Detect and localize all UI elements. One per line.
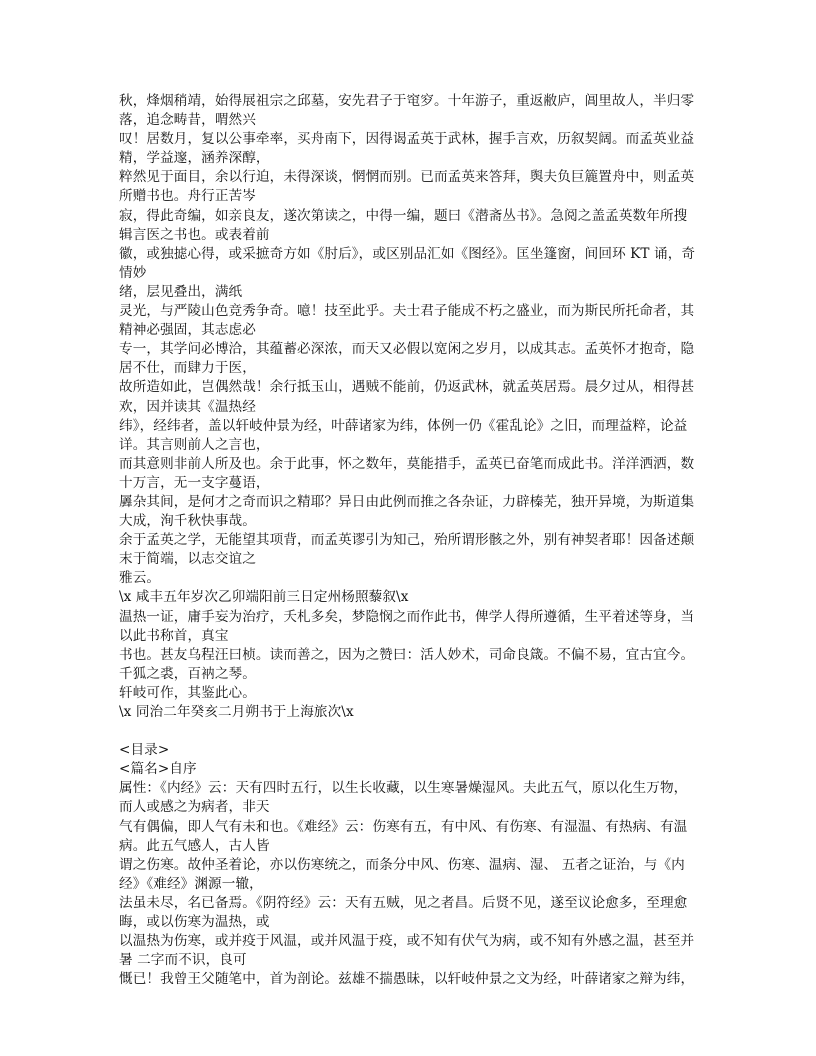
signature-line: \x 同治二年癸亥二月朔书于上海旅次\x [119,704,354,720]
text-line: 雅云。 [119,570,161,587]
text-line: 轩岐可作，其鉴此心。 [119,684,256,701]
document-page [119,92,697,989]
text-line: 秋，烽烟稍靖，始得展祖宗之邱墓，安先君子于窀穸。十年游子，重返敝庐，阊里故人，半归零落，追念畴昔，喟然兴 [119,93,695,129]
text-line: 温热一证，庸手妄为治疗，夭札多矣，梦隐悯之而作此书，俾学人得所遵循，生平着述等身，当以此书称首，真宝 [119,608,695,644]
text-line: 而其意则非前人所及也。余于此事，怀之数年，莫能措手，孟英已奋笔而成此书。洋洋洒洒，数十万言，无一支字蔓语， [119,455,695,491]
text-line: 纬》，经纬者，盖以轩岐仲景为经，叶薛诸家为纬，体例一仍《霍乱论》之旧，而理益粹，论益详。其言则前人之言也， [119,417,688,453]
signature-line: \x 咸丰五年岁次乙卯端阳前三日定州杨照藜叙\x [119,589,409,606]
text-line: 故所造如此，岂偶然哉！余行抵玉山，遇贼不能前，仍返武林，就孟英居焉。晨夕过从，相得甚欢，因并读其《温热经 [119,379,695,415]
text-line: 灵光，与严陵山色竞秀争奇。噫！技至此乎。夫士君子能成不朽之盛业，而为斯民所托命者，其精神必强固，其志虑必 [119,303,695,339]
text-line: 法虽未尽，名已备焉。《阴符经》云：天有五贼，见之者昌。后贤不见，遂至议论愈多，至理愈晦，或以伤寒为温热，或 [119,894,688,931]
text-line: 徽，或独摅心得，或采摭奇方如《肘后》，或区别品汇如《图经》。匡坐篷窗，间回环 KT 诵，奇情妙 [119,245,696,281]
text-line: 寂，得此奇编，如亲良友，遂次第读之，中得一编，题曰《潜斋丛书》。急阅之盖孟英数年所搜辑言医之书也。或表着前 [119,207,688,243]
text-line: 专一，其学问必博洽，其蕴蓄必深浓，而天又必假以宽闲之岁月，以成其志。孟英怀才抱奇，隐居不仕，而肆力于医， [119,341,695,377]
chapter-title: <篇名>自序 [119,761,197,778]
section-heading: <目录> [119,742,170,759]
text-line: 绪，层见叠出，满纸 [119,283,243,300]
text-line: 谓之伤寒。故仲圣着论，亦以伤寒统之，而条分中风、伤寒、温病、湿、 五者之证治，与《内经》《难经》渊源一辙， [119,856,685,892]
text-line: 慨已！我曾王父随笔中，首为剖论。兹雄不揣愚昧，以轩岐仲景之文为经，叶薛诸家之辩为纬， [119,971,695,988]
text-line: 气有偶偏，即人气有未和也。《难经》云：伤寒有五，有中风、有伤寒、有湿温、有热病、有温病。此五气感人，古人皆 [119,818,688,854]
text-line: 羼杂其间，是何才之奇而识之精耶？异日由此例而推之各杂证，力辟榛芜，独开异境，为斯道集大成，洵千秋快事哉。 [119,493,695,530]
text-line: 余于孟英之学，无能望其项背，而孟英谬引为知己，殆所谓形骸之外，别有神契者耶！因备述颠末于简端，以志交谊之 [119,532,695,568]
text-line: 粹然见于面目，余以行迫，未得深谈，惘惘而别。已而孟英来答拜，舆夫负巨簏置舟中，则孟英所赠书也。舟行正苦岑 [119,169,695,205]
blank-line [119,722,697,741]
text-line: 叹！居数月，复以公事牵率，买舟南下，因得谒孟英于武林，握手言欢，历叙契阔。而孟英业益精，学益邃，涵养深醇， [119,131,695,167]
text-line: 属性：《内经》云：天有四时五行，以生长收藏，以生寒暑燥湿风。夫此五气，原以化生万物，而人或感之为病者，非天 [119,780,688,816]
text-line: 书也。甚友乌程汪曰桢。读而善之，因为之赞曰：活人妙术，司命良箴。不偏不易，宜古宜今。千狐之裘，百衲之琴。 [119,646,695,682]
text-line: 以温热为伤寒，或并疫于风温，或并风温于疫，或不知有伏气为病，或不知有外感之温，甚至并暑 二字而不识，良可 [119,933,695,969]
